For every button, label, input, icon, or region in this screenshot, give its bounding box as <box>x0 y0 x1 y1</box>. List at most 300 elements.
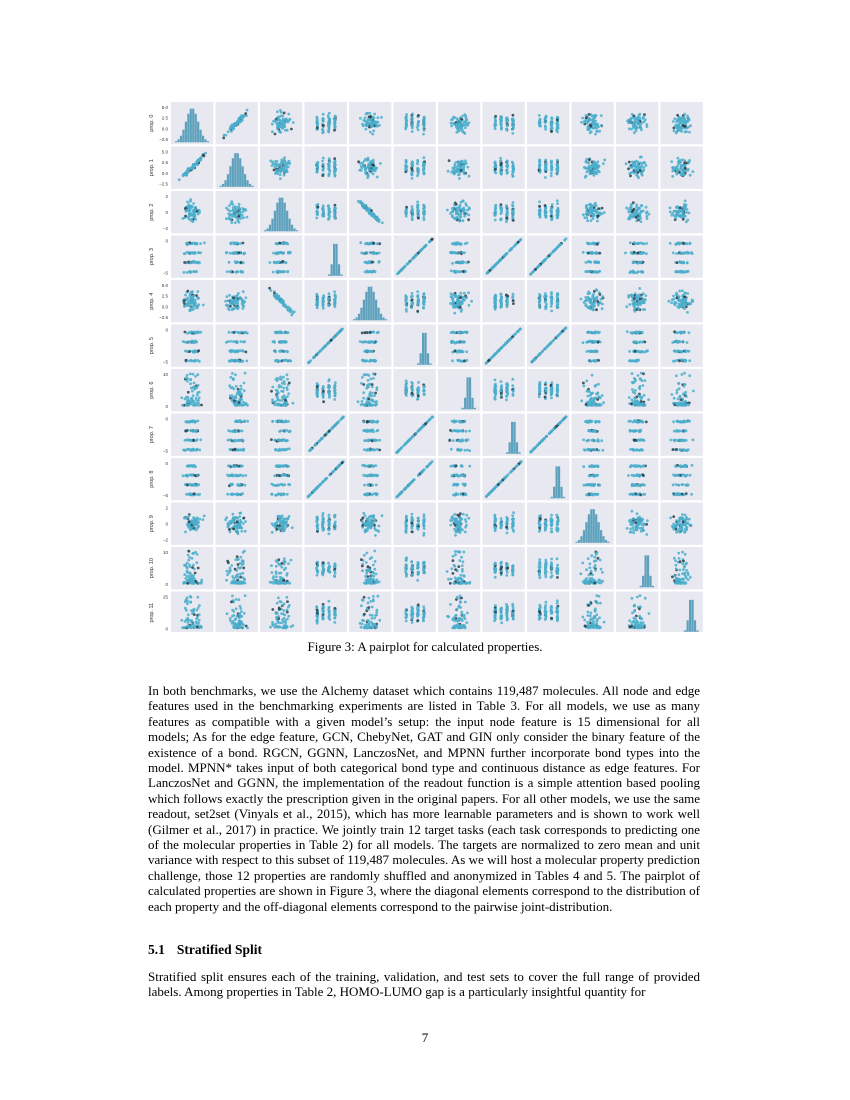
point-1-11-67 <box>680 164 683 167</box>
point-4-11-61 <box>678 298 681 301</box>
point-5-11-66 <box>675 340 678 343</box>
point-3-1-69 <box>236 261 239 264</box>
point-2-1-50 <box>241 207 244 210</box>
point-4-6-40 <box>470 300 473 303</box>
hist-bar-4-9 <box>375 300 377 321</box>
point-2-11-16 <box>685 221 688 224</box>
point-5-9-60 <box>596 350 599 353</box>
point-1-2-60 <box>279 164 282 167</box>
point-2-9-64 <box>593 214 596 217</box>
point-1-4-67 <box>369 168 372 171</box>
point-1-4-25 <box>376 176 379 179</box>
point-3-11-67 <box>681 270 684 273</box>
point-2-8-66 <box>556 211 559 214</box>
point-2-6-69 <box>462 208 465 211</box>
point-3-5-60 <box>420 249 423 252</box>
hist-bar-1-3 <box>227 174 229 187</box>
point-5-6-46 <box>466 359 469 362</box>
point-6-0-68 <box>181 404 184 407</box>
point-0-4-32 <box>365 128 368 131</box>
point-6-0-56 <box>186 380 189 383</box>
point-2-4-62 <box>368 212 371 215</box>
point-1-11-14 <box>677 157 680 160</box>
point-5-0-31 <box>186 332 189 335</box>
point-6-1-64 <box>239 385 242 388</box>
point-3-10-59 <box>633 241 636 244</box>
point-4-7-52 <box>500 296 503 299</box>
point-0-7-64 <box>505 128 508 131</box>
point-1-4-68 <box>367 174 370 177</box>
point-5-6-62 <box>459 350 462 353</box>
point-4-5-10 <box>411 292 414 295</box>
point-4-10-68 <box>627 294 630 297</box>
point-0-2-61 <box>276 127 279 130</box>
point-6-0-63 <box>200 404 203 407</box>
point-0-3-67 <box>328 122 331 125</box>
point-4-6-28 <box>453 312 456 315</box>
point-4-2-57 <box>293 310 296 313</box>
point-2-6-52 <box>460 212 463 215</box>
point-0-5-46 <box>411 119 414 122</box>
point-1-2-53 <box>279 173 282 176</box>
point-0-1-63 <box>222 137 225 140</box>
point-1-8-25 <box>556 173 559 176</box>
point-0-3-4 <box>328 112 331 115</box>
point-1-8-60 <box>538 160 541 163</box>
point-1-8-7 <box>550 174 553 177</box>
point-0-4-62 <box>374 122 377 125</box>
point-3-8-33 <box>563 239 566 242</box>
point-1-7-55 <box>494 170 497 173</box>
point-4-8-38 <box>544 292 547 295</box>
point-2-8-42 <box>538 200 541 203</box>
point-1-6-48 <box>457 165 460 168</box>
point-4-9-63 <box>599 293 602 296</box>
point-5-8-66 <box>545 346 548 349</box>
point-5-6-24 <box>465 350 468 353</box>
point-2-0-62 <box>182 217 185 220</box>
point-3-1-60 <box>243 252 246 255</box>
point-1-3-63 <box>321 174 324 177</box>
point-0-10-53 <box>644 118 647 121</box>
point-1-0-61 <box>196 161 199 164</box>
point-6-0-52 <box>190 397 193 400</box>
point-3-2-37 <box>286 270 289 273</box>
point-3-7-51 <box>519 238 522 241</box>
point-4-0-38 <box>197 303 200 306</box>
point-1-2-39 <box>274 166 277 169</box>
point-4-1-14 <box>227 304 230 307</box>
point-4-2-49 <box>284 304 287 307</box>
point-1-7-54 <box>500 162 503 165</box>
point-5-4-69 <box>372 360 375 363</box>
point-0-10-62 <box>633 131 636 134</box>
point-1-0-66 <box>187 167 190 170</box>
point-3-7-59 <box>487 271 490 274</box>
point-5-7-65 <box>491 356 494 359</box>
point-0-3-52 <box>328 118 331 121</box>
point-0-11-61 <box>687 117 690 120</box>
point-6-0-67 <box>185 403 188 406</box>
point-0-4-22 <box>369 131 372 134</box>
point-4-5-3 <box>416 290 419 293</box>
point-5-7-54 <box>487 359 490 362</box>
point-1-9-64 <box>587 165 590 168</box>
point-0-2-17 <box>281 114 284 117</box>
point-0-6-37 <box>464 120 467 123</box>
point-4-6-26 <box>468 304 471 307</box>
point-1-8-48 <box>556 159 559 162</box>
hist-bar-3-13 <box>340 274 342 275</box>
point-4-7-69 <box>505 300 508 303</box>
point-3-11-68 <box>686 251 689 254</box>
point-0-2-55 <box>280 124 283 127</box>
point-2-8-69 <box>555 214 558 217</box>
point-2-11-69 <box>675 206 678 209</box>
point-0-2-38 <box>289 118 292 121</box>
point-0-5-55 <box>411 113 414 116</box>
point-1-10-41 <box>639 156 642 159</box>
panel-4-7 <box>483 280 525 322</box>
point-3-4-36 <box>371 261 374 264</box>
point-3-10-68 <box>630 251 633 254</box>
point-3-1-52 <box>235 271 238 274</box>
point-5-6-47 <box>456 359 459 362</box>
point-3-6-58 <box>459 243 462 246</box>
point-3-11-64 <box>678 242 681 245</box>
point-3-4-64 <box>378 252 381 255</box>
point-6-1-69 <box>246 404 249 407</box>
point-1-6-65 <box>453 163 456 166</box>
point-0-4-30 <box>369 112 372 115</box>
point-0-11-68 <box>676 124 679 127</box>
point-4-9-62 <box>591 302 594 305</box>
point-5-0-39 <box>197 359 200 362</box>
point-3-4-37 <box>376 242 379 245</box>
point-3-5-67 <box>415 254 418 257</box>
point-4-6-67 <box>458 303 461 306</box>
point-2-5-28 <box>411 217 414 220</box>
point-2-7-68 <box>511 211 514 214</box>
point-6-1-58 <box>242 401 245 404</box>
point-3-9-50 <box>593 271 596 274</box>
point-2-9-59 <box>590 211 593 214</box>
point-1-6-68 <box>463 172 466 175</box>
point-2-5-65 <box>422 216 425 219</box>
point-2-8-27 <box>538 205 541 208</box>
point-4-7-68 <box>500 304 503 307</box>
point-0-9-40 <box>580 121 583 124</box>
point-3-2-29 <box>272 271 275 274</box>
point-5-6-69 <box>451 340 454 343</box>
hist-bar-4-6 <box>368 287 370 321</box>
point-4-6-48 <box>462 299 465 302</box>
point-4-9-58 <box>593 301 596 304</box>
point-6-2-67 <box>275 403 278 406</box>
point-2-9-16 <box>592 217 595 220</box>
point-3-2-2 <box>272 252 275 255</box>
point-5-6-64 <box>456 351 459 354</box>
point-6-0-40 <box>193 385 196 388</box>
point-3-11-55 <box>688 242 691 245</box>
point-2-10-13 <box>648 213 651 216</box>
point-4-1-58 <box>240 297 243 300</box>
point-0-10-67 <box>629 118 632 121</box>
point-1-8-26 <box>544 176 547 179</box>
point-5-4-67 <box>372 331 375 334</box>
panel-0-7 <box>483 102 525 144</box>
point-1-4-69 <box>372 159 375 162</box>
point-2-1-65 <box>229 210 232 213</box>
point-4-0-45 <box>183 302 186 305</box>
point-0-10-64 <box>636 127 639 130</box>
point-4-6-68 <box>455 304 458 307</box>
point-4-9-40 <box>589 305 592 308</box>
point-4-5-65 <box>417 294 420 297</box>
point-1-11-11 <box>670 160 673 163</box>
point-4-10-64 <box>644 294 647 297</box>
point-3-9-45 <box>598 252 601 255</box>
point-5-10-64 <box>635 331 638 334</box>
point-6-1-33 <box>232 377 235 380</box>
point-4-6-64 <box>454 295 457 298</box>
point-0-4-61 <box>367 118 370 121</box>
point-2-5-57 <box>422 211 425 214</box>
panel-6-3 <box>305 369 347 411</box>
point-1-7-68 <box>506 172 509 175</box>
point-1-5-49 <box>405 161 408 164</box>
point-2-5-68 <box>417 212 420 215</box>
point-6-0-18 <box>187 391 190 394</box>
point-1-9-12 <box>583 166 586 169</box>
point-4-3-61 <box>322 297 325 300</box>
point-4-7-65 <box>494 299 497 302</box>
point-0-4-68 <box>362 124 365 127</box>
point-4-0-40 <box>202 304 205 307</box>
point-2-10-54 <box>632 209 635 212</box>
point-1-0-67 <box>186 172 189 175</box>
hist-bar-1-2 <box>224 180 226 187</box>
point-4-10-55 <box>642 292 645 295</box>
point-4-9-68 <box>592 297 595 300</box>
point-5-6-34 <box>451 351 454 354</box>
point-3-5-62 <box>408 260 411 263</box>
point-6-2-13 <box>282 376 285 379</box>
point-3-8-69 <box>553 250 556 253</box>
point-6-0-48 <box>185 377 188 380</box>
point-6-2-35 <box>271 386 274 389</box>
point-6-0-57 <box>196 386 199 389</box>
point-5-2-67 <box>283 350 286 353</box>
point-2-6-34 <box>456 216 459 219</box>
point-4-5-50 <box>422 307 425 310</box>
point-0-5-54 <box>417 114 420 117</box>
point-5-0-57 <box>182 340 185 343</box>
point-2-1-30 <box>230 200 233 203</box>
point-4-10-48 <box>642 308 645 311</box>
point-0-8-51 <box>544 128 547 131</box>
point-2-7-53 <box>499 206 502 209</box>
point-4-11-55 <box>679 303 682 306</box>
point-5-7-47 <box>514 333 517 336</box>
point-3-6-56 <box>451 252 454 255</box>
point-0-8-61 <box>551 118 554 121</box>
point-1-8-23 <box>550 169 553 172</box>
point-5-8-67 <box>563 329 566 332</box>
point-4-8-47 <box>538 304 541 307</box>
point-4-1-41 <box>245 296 248 299</box>
point-5-8-68 <box>550 341 553 344</box>
point-0-11-48 <box>685 127 688 130</box>
point-0-9-66 <box>586 119 589 122</box>
point-1-9-37 <box>603 159 606 162</box>
point-0-5-38 <box>405 126 408 129</box>
point-4-3-69 <box>316 296 319 299</box>
point-6-2-58 <box>283 402 286 405</box>
point-1-11-53 <box>677 169 680 172</box>
point-2-11-65 <box>686 208 689 211</box>
point-6-0-23 <box>187 398 190 401</box>
point-4-5-63 <box>416 310 419 313</box>
point-4-5-66 <box>405 297 408 300</box>
pairplot-figure <box>138 92 708 632</box>
point-3-5-69 <box>400 268 403 271</box>
point-3-1-63 <box>237 251 240 254</box>
point-1-2-52 <box>283 161 286 164</box>
point-5-8-69 <box>556 335 559 338</box>
point-4-6-69 <box>462 296 465 299</box>
panel-1-1 <box>216 147 258 189</box>
point-2-6-41 <box>462 200 465 203</box>
point-6-2-59 <box>286 373 289 376</box>
point-2-8-59 <box>545 211 548 214</box>
point-5-7-68 <box>498 349 501 352</box>
hist-bar-0-7 <box>192 109 194 143</box>
point-0-8-4 <box>538 114 541 117</box>
point-4-0-63 <box>183 299 186 302</box>
point-4-10-46 <box>635 294 638 297</box>
point-3-10-62 <box>640 242 643 245</box>
point-4-2-31 <box>270 289 273 292</box>
point-0-6-65 <box>466 124 469 127</box>
point-2-7-62 <box>500 217 503 220</box>
point-5-1-22 <box>245 360 248 363</box>
point-2-1-52 <box>246 216 249 219</box>
hist-bar-4-11 <box>380 314 382 321</box>
point-0-7-67 <box>494 127 497 130</box>
point-4-3-59 <box>322 294 325 297</box>
point-3-11-56 <box>680 261 683 264</box>
point-4-0-64 <box>183 305 186 308</box>
point-6-2-64 <box>276 379 279 382</box>
point-1-6-49 <box>468 175 471 178</box>
point-0-11-57 <box>675 120 678 123</box>
point-2-3-66 <box>333 211 336 214</box>
point-3-6-60 <box>457 270 460 273</box>
point-5-7-69 <box>508 339 511 342</box>
point-3-1-66 <box>229 270 232 273</box>
point-0-1-54 <box>244 112 247 115</box>
point-0-11-54 <box>676 114 679 117</box>
point-2-5-66 <box>411 210 414 213</box>
point-2-0-69 <box>193 212 196 215</box>
point-0-10-63 <box>633 115 636 118</box>
point-2-10-46 <box>625 207 628 210</box>
point-4-0-46 <box>190 291 193 294</box>
point-4-8-69 <box>557 303 560 306</box>
point-3-11-65 <box>676 270 679 273</box>
point-5-2-52 <box>278 360 281 363</box>
point-2-9-5 <box>582 213 585 216</box>
point-5-1-57 <box>245 331 248 334</box>
point-0-2-63 <box>283 112 286 115</box>
point-6-2-28 <box>276 390 279 393</box>
point-2-10-65 <box>631 213 634 216</box>
point-2-7-67 <box>506 211 509 214</box>
hist-bar-2-4 <box>274 211 276 232</box>
point-2-1-7 <box>225 217 228 220</box>
point-5-0-69 <box>197 330 200 333</box>
point-5-1-62 <box>240 331 243 334</box>
point-0-2-14 <box>271 130 274 133</box>
point-2-9-56 <box>598 212 601 215</box>
point-4-8-67 <box>538 301 541 304</box>
point-2-10-69 <box>645 212 648 215</box>
point-4-5-40 <box>405 303 408 306</box>
point-3-4-63 <box>372 242 375 245</box>
point-2-1-49 <box>238 203 241 206</box>
point-6-1-56 <box>240 398 243 401</box>
point-1-4-60 <box>360 169 363 172</box>
point-1-8-61 <box>556 167 559 170</box>
point-5-8-44 <box>531 360 534 363</box>
point-4-0-66 <box>194 304 197 307</box>
point-4-9-59 <box>584 304 587 307</box>
point-5-9-66 <box>593 341 596 344</box>
panel-1-8 <box>527 147 569 189</box>
point-0-5-61 <box>422 133 425 136</box>
point-0-2-45 <box>290 128 293 131</box>
point-2-8-68 <box>551 207 554 210</box>
point-0-9-42 <box>594 133 597 136</box>
point-5-0-61 <box>191 360 194 363</box>
point-0-9-38 <box>591 115 594 118</box>
point-1-4-64 <box>367 165 370 168</box>
point-4-11-62 <box>691 300 694 303</box>
point-4-7-36 <box>505 294 508 297</box>
point-4-5-60 <box>423 295 426 298</box>
point-0-11-19 <box>689 124 692 127</box>
hist-bar-0-8 <box>195 114 197 143</box>
point-4-2-42 <box>287 306 290 309</box>
point-4-0-17 <box>196 290 199 293</box>
point-5-2-62 <box>283 340 286 343</box>
point-5-10-3 <box>626 330 629 333</box>
point-3-6-61 <box>451 262 454 265</box>
point-0-5-50 <box>411 130 414 133</box>
point-2-9-65 <box>596 220 599 223</box>
point-0-10-8 <box>639 113 642 116</box>
point-0-6-50 <box>451 118 454 121</box>
point-1-6-57 <box>458 177 461 180</box>
point-5-8-61 <box>539 352 542 355</box>
point-1-11-58 <box>681 159 684 162</box>
point-1-11-66 <box>675 167 678 170</box>
point-3-11-28 <box>690 251 693 254</box>
point-0-9-65 <box>587 127 590 130</box>
point-0-3-61 <box>321 118 324 121</box>
point-2-9-69 <box>603 211 606 214</box>
